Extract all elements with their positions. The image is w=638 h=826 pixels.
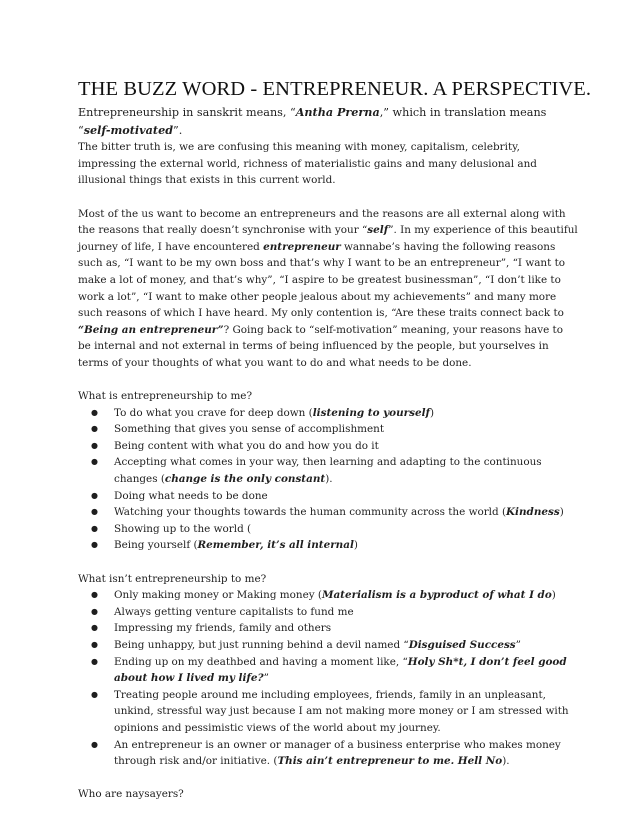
list-item: ● Being yourself (Remember, it’s all internal) (78, 537, 578, 554)
list-item: ● Only making money or Making money (Materialism is a byproduct of what I do) (78, 587, 578, 604)
list-item: ● Doing what needs to be done (78, 488, 578, 505)
section-heading-what-isnt: What isn’t entrepreneurship to me? (78, 572, 267, 585)
list-item: ● Something that gives you sense of accomplishment (78, 421, 578, 438)
page-title: THE BUZZ WORD - ENTREPRENEUR. A PERSPECTIVE. (78, 78, 592, 100)
intro-paragraph (78, 104, 578, 189)
para2-emphasis-entrepreneur: entrepreneur (263, 240, 341, 253)
list-item: ● Accepting what comes in your way, then learning and adapting to the continuous changes (change is the only constant). (78, 454, 578, 487)
intro-text-3: ”. (173, 123, 183, 137)
list-item: ● Being unhappy, but just running behind a devil named “Disguised Success” (78, 637, 578, 654)
para2-text-3: wannabe’s having the following reasons such as, “I want to be my own boss and that’s why I want to be an entrepreneur”, “I want to make a lot of money, and that’s why”, “I aspire to be greatest businessman”, “I don’t like to work a lot”, “I want to make other people jealous about my achievements” and many more such reasons of which I have heard. My only contention is, “Are these traits connect back to (78, 240, 566, 320)
list-item: ● Impressing my friends, family and others (78, 620, 578, 637)
what-isnt-list (78, 587, 578, 770)
para2-text-2: ”. In my experience of this beautiful journey of life, I have encountered (78, 224, 578, 253)
para2-text-4: ? Going back to “self-motivation” meaning, your reasons have to be internal and not external in terms of being influenced by the people, but yourselves in terms of your thoughts of what you want to do and what needs to be done. (78, 323, 563, 369)
what-is-list (78, 405, 578, 554)
para2-emphasis-self: self (367, 224, 389, 237)
list-item: ● Watching your thoughts towards the human community across the world (Kindness) (78, 504, 578, 521)
section-heading-naysayers: Who are naysayers? (78, 788, 184, 801)
list-item: ● Being content with what you do and how you do it (78, 438, 578, 455)
intro-rest: The bitter truth is, we are confusing this meaning with money, capitalism, celebrity, impressing the external world, richness of materialistic gains and many delusional and illusional things that exists in this current world. (78, 141, 537, 187)
intro-emphasis-self-motivated: self-motivated (83, 122, 174, 137)
list-item: ● Ending up on my deathbed and having a moment like, “Holy Sh*t, I don’t feel good about how I lived my life?” (78, 654, 578, 687)
list-item: ● Treating people around me including employees, friends, family in an unpleasant, unkind, stressful way just because I am not making more money or I am stressed with opinions and pessimistic views of the world about my journey. (78, 687, 578, 737)
list-item: ● An entrepreneur is an owner or manager of a business enterprise who makes money through risk and/or initiative. (This ain’t entrepreneur to me. Hell No). (78, 737, 578, 770)
intro-text-2: ,” which in translation means “ (78, 106, 547, 137)
para2-text-1: Most of the us want to become an entrepreneurs and the reasons are all external along with the reasons that really doesn’t synchronise with your “ (78, 207, 566, 237)
list-item: ● Showing up to the world ( (78, 521, 578, 538)
reasons-paragraph (78, 206, 578, 372)
list-item: ● To do what you crave for deep down (listening to yourself) (78, 405, 578, 422)
intro-text-1: Entrepreneurship in sanskrit means, “ (78, 106, 296, 119)
intro-emphasis-antha-prerna: Antha Prerna (295, 105, 380, 119)
section-heading-what-is: What is entrepreneurship to me? (78, 390, 253, 403)
list-item: ● Always getting venture capitalists to fund me (78, 604, 578, 621)
para2-emphasis-being-an-entrepreneur: “Being an entrepreneur” (78, 323, 224, 336)
